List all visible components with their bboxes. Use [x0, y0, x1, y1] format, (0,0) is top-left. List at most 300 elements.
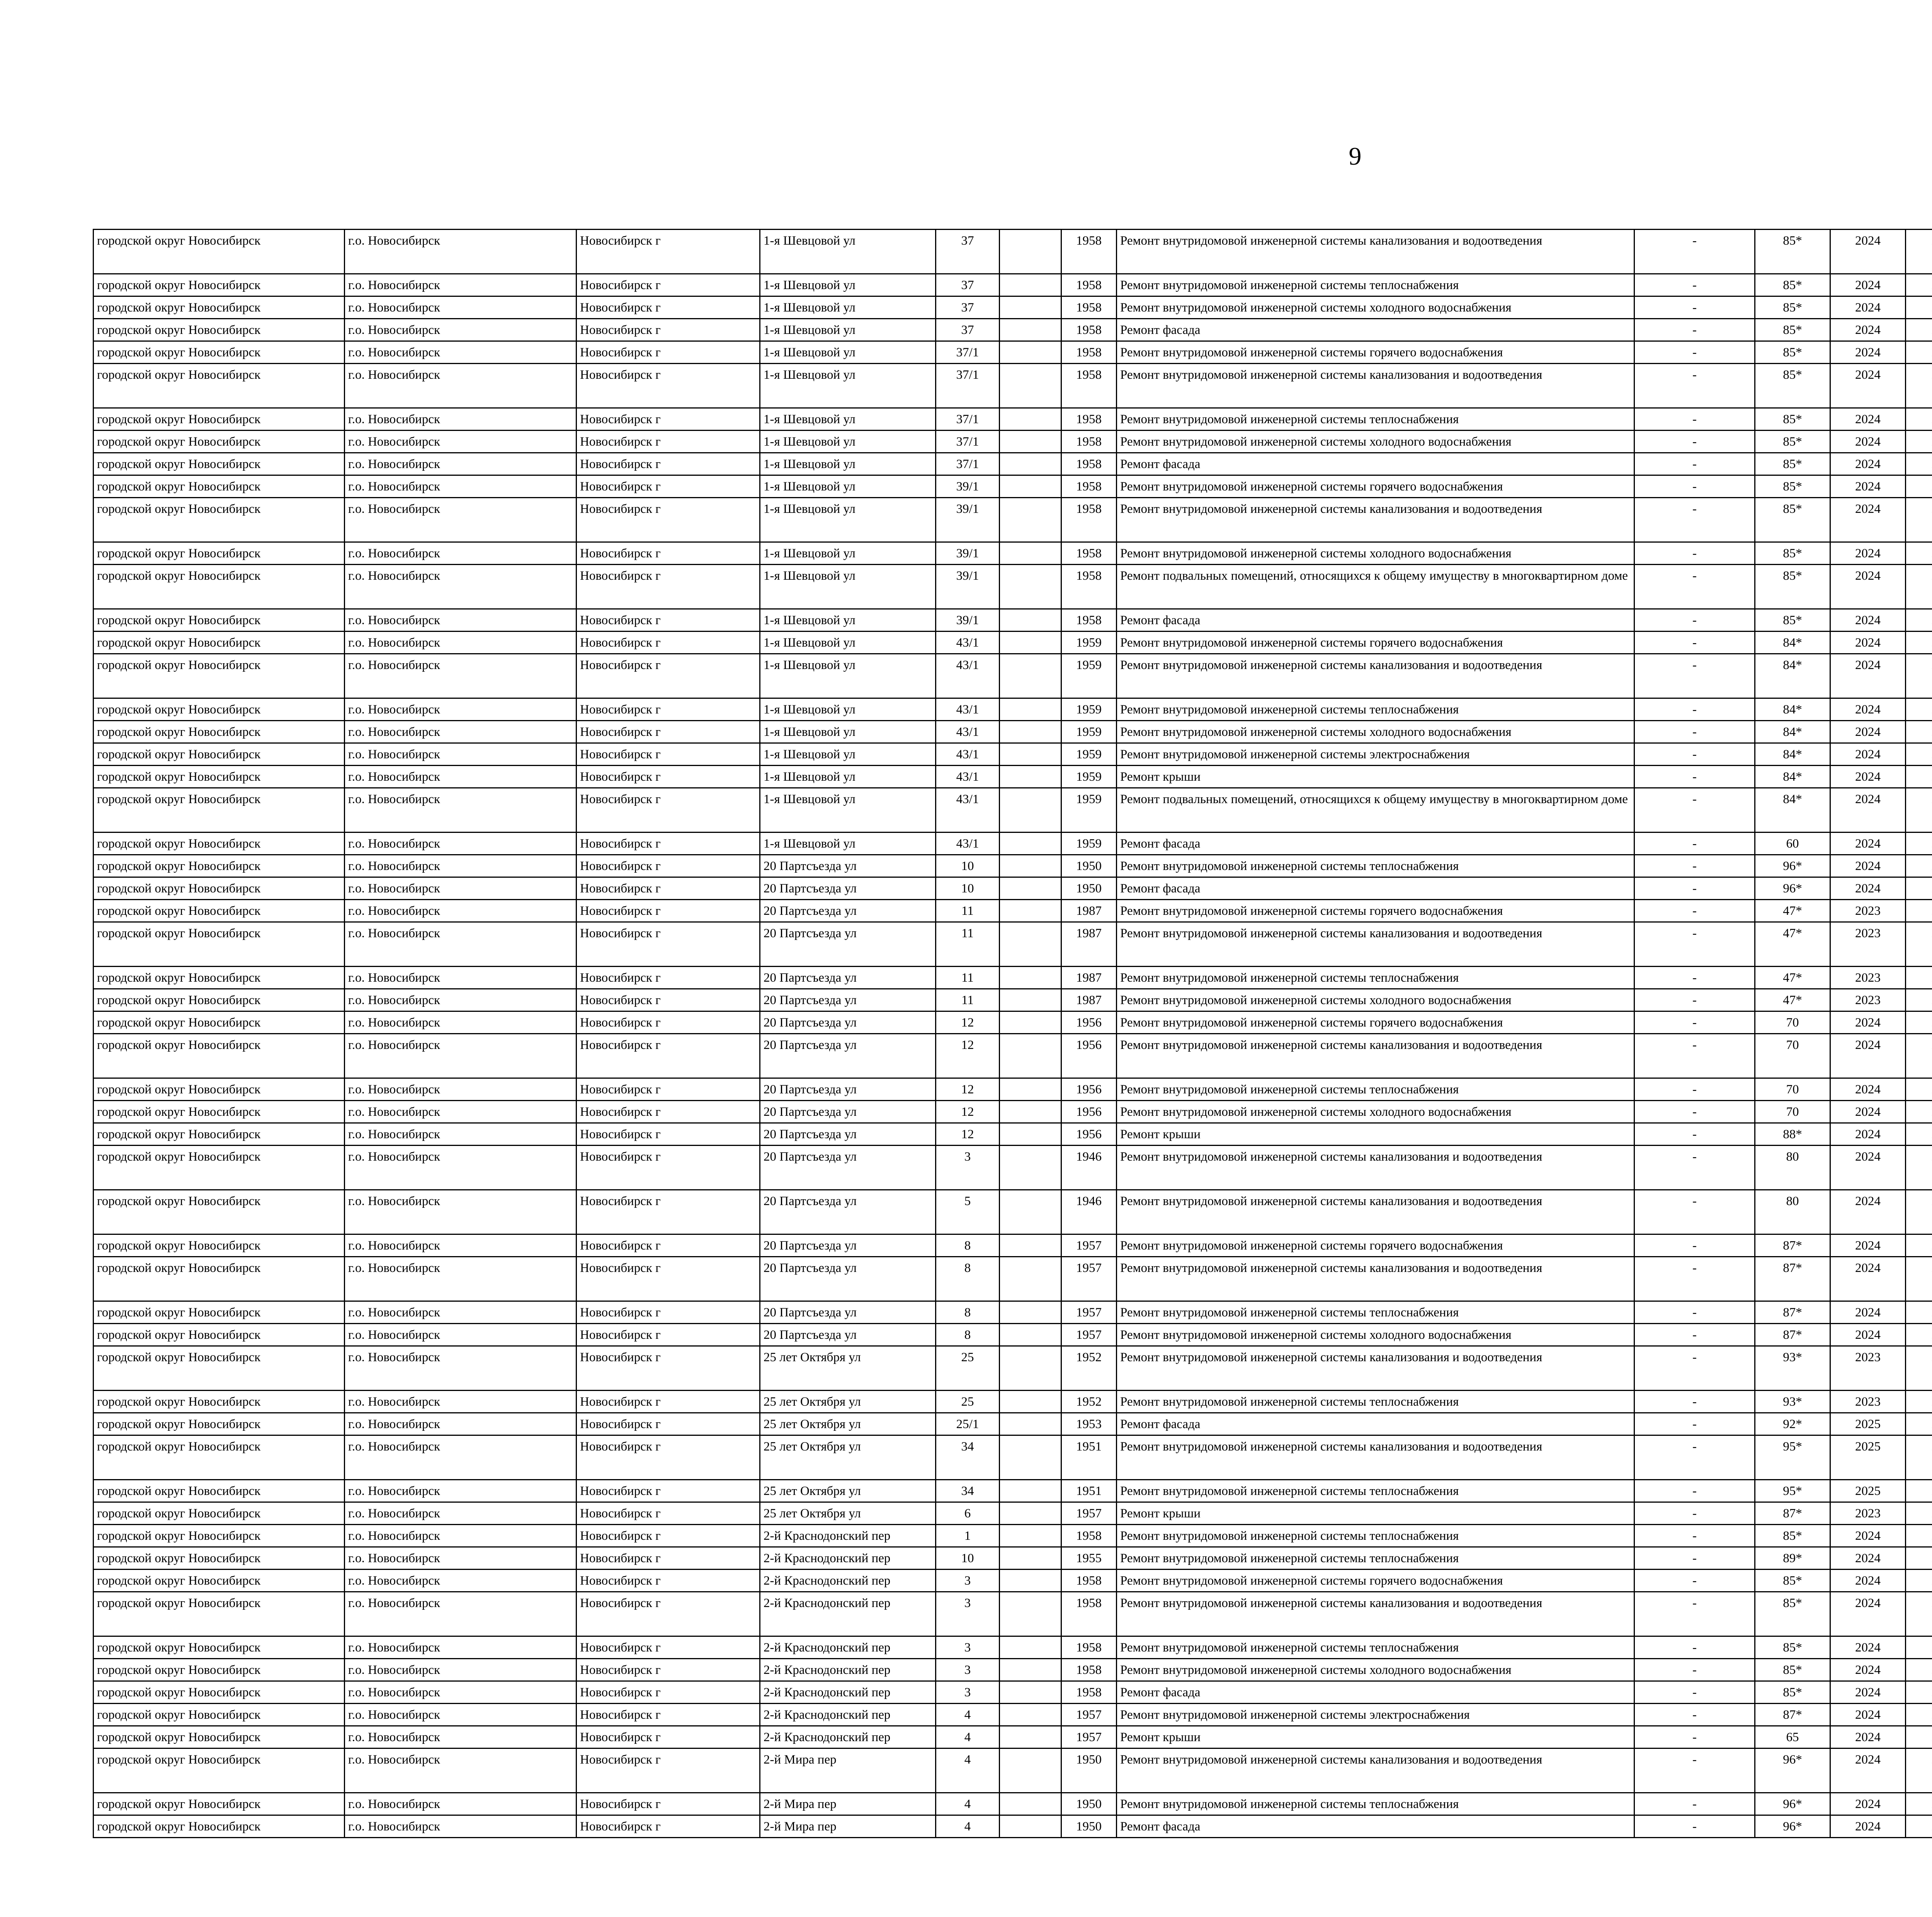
cell-y1: 2024 [1830, 698, 1906, 721]
cell-so: г.о. Новосибирск [345, 341, 577, 364]
cell-empty [1000, 1101, 1061, 1123]
cell-empty [1000, 542, 1061, 565]
cell-wear: 87* [1755, 1301, 1830, 1324]
cell-y1: 2023 [1830, 1391, 1906, 1413]
cell-work: Ремонт внутридомовой инженерной системы канализования и водоотведения [1117, 1190, 1634, 1234]
cell-year: 1946 [1061, 1146, 1117, 1190]
cell-street: 1-я Шевцовой ул [760, 274, 936, 296]
cell-year: 1958 [1061, 230, 1117, 274]
cell-dash: - [1634, 1123, 1755, 1146]
cell-wear: 85* [1755, 230, 1830, 274]
cell-dash: - [1634, 1726, 1755, 1748]
cell-so: г.о. Новосибирск [345, 565, 577, 609]
cell-so: г.о. Новосибирск [345, 1123, 577, 1146]
cell-house: 37/1 [936, 364, 1000, 408]
table-row [94, 1234, 1932, 1257]
cell-wear: 85* [1755, 498, 1830, 542]
cell-so: г.о. Новосибирск [345, 1592, 577, 1636]
cell-wear: 80 [1755, 1190, 1830, 1234]
cell-house: 11 [936, 989, 1000, 1011]
cell-empty [1000, 1346, 1061, 1391]
cell-work: Ремонт внутридомовой инженерной системы канализования и водоотведения [1117, 1146, 1634, 1190]
cell-y2 [1906, 1570, 1932, 1592]
cell-street: 2-й Краснодонский пер [760, 1659, 936, 1681]
table-row [94, 1659, 1932, 1681]
table-row [94, 475, 1932, 498]
cell-street: 25 лет Октября ул [760, 1502, 936, 1525]
cell-mo: городской округ Новосибирск [94, 1413, 345, 1435]
cell-y1: 2024 [1830, 1011, 1906, 1034]
cell-mo: городской округ Новосибирск [94, 542, 345, 565]
cell-street: 20 Партсъезда ул [760, 1123, 936, 1146]
cell-empty [1000, 1726, 1061, 1748]
cell-y2 [1906, 1324, 1932, 1346]
cell-mo: городской округ Новосибирск [94, 1592, 345, 1636]
cell-y1: 2024 [1830, 1324, 1906, 1346]
cell-y2 [1906, 788, 1932, 833]
cell-mo: городской округ Новосибирск [94, 1078, 345, 1101]
cell-house: 10 [936, 855, 1000, 877]
cell-y2 [1906, 1502, 1932, 1525]
table-row [94, 743, 1932, 766]
cell-house: 37 [936, 296, 1000, 319]
cell-so: г.о. Новосибирск [345, 967, 577, 989]
cell-work: Ремонт внутридомовой инженерной системы теплоснабжения [1117, 1480, 1634, 1502]
cell-house: 37/1 [936, 408, 1000, 431]
cell-wear: 85* [1755, 431, 1830, 453]
cell-mo: городской округ Новосибирск [94, 922, 345, 967]
cell-empty [1000, 721, 1061, 743]
cell-np: Новосибирск г [577, 1301, 760, 1324]
cell-so: г.о. Новосибирск [345, 475, 577, 498]
cell-np: Новосибирск г [577, 1636, 760, 1659]
cell-mo: городской округ Новосибирск [94, 1146, 345, 1190]
cell-y2 [1906, 1034, 1932, 1078]
cell-mo: городской округ Новосибирск [94, 632, 345, 654]
table-row [94, 1146, 1932, 1190]
cell-empty [1000, 1078, 1061, 1101]
cell-house: 3 [936, 1659, 1000, 1681]
cell-year: 1957 [1061, 1726, 1117, 1748]
cell-wear: 85* [1755, 341, 1830, 364]
cell-work: Ремонт крыши [1117, 766, 1634, 788]
cell-dash: - [1634, 900, 1755, 922]
cell-np: Новосибирск г [577, 1704, 760, 1726]
cell-so: г.о. Новосибирск [345, 1301, 577, 1324]
cell-y2 [1906, 1480, 1932, 1502]
cell-y2 [1906, 1234, 1932, 1257]
cell-y2 [1906, 698, 1932, 721]
cell-mo: городской округ Новосибирск [94, 408, 345, 431]
cell-so: г.о. Новосибирск [345, 721, 577, 743]
cell-mo: городской округ Новосибирск [94, 453, 345, 475]
cell-work: Ремонт внутридомовой инженерной системы горячего водоснабжения [1117, 900, 1634, 922]
cell-so: г.о. Новосибирск [345, 1391, 577, 1413]
cell-np: Новосибирск г [577, 788, 760, 833]
cell-dash: - [1634, 1547, 1755, 1570]
cell-empty [1000, 922, 1061, 967]
cell-mo: городской округ Новосибирск [94, 1011, 345, 1034]
cell-dash: - [1634, 1078, 1755, 1101]
cell-y1: 2023 [1830, 1346, 1906, 1391]
cell-dash: - [1634, 1011, 1755, 1034]
cell-np: Новосибирск г [577, 274, 760, 296]
cell-wear: 89* [1755, 1547, 1830, 1570]
cell-so: г.о. Новосибирск [345, 1815, 577, 1838]
cell-empty [1000, 475, 1061, 498]
cell-work: Ремонт фасада [1117, 877, 1634, 900]
cell-np: Новосибирск г [577, 609, 760, 632]
cell-house: 12 [936, 1034, 1000, 1078]
cell-work: Ремонт внутридомовой инженерной системы горячего водоснабжения [1117, 475, 1634, 498]
table-row [94, 453, 1932, 475]
cell-np: Новосибирск г [577, 1748, 760, 1793]
cell-so: г.о. Новосибирск [345, 743, 577, 766]
table-row [94, 1034, 1932, 1078]
cell-y2 [1906, 721, 1932, 743]
cell-house: 12 [936, 1078, 1000, 1101]
cell-np: Новосибирск г [577, 632, 760, 654]
cell-y2 [1906, 989, 1932, 1011]
cell-house: 3 [936, 1570, 1000, 1592]
table-row [94, 319, 1932, 341]
cell-empty [1000, 1502, 1061, 1525]
cell-mo: городской округ Новосибирск [94, 698, 345, 721]
cell-work: Ремонт внутридомовой инженерной системы канализования и водоотведения [1117, 654, 1634, 698]
cell-mo: городской округ Новосибирск [94, 855, 345, 877]
cell-so: г.о. Новосибирск [345, 364, 577, 408]
cell-house: 4 [936, 1726, 1000, 1748]
cell-dash: - [1634, 1391, 1755, 1413]
cell-so: г.о. Новосибирск [345, 431, 577, 453]
cell-dash: - [1634, 542, 1755, 565]
cell-street: 20 Партсъезда ул [760, 1078, 936, 1101]
cell-street: 1-я Шевцовой ул [760, 498, 936, 542]
cell-house: 5 [936, 1190, 1000, 1234]
cell-np: Новосибирск г [577, 408, 760, 431]
cell-np: Новосибирск г [577, 1659, 760, 1681]
cell-work: Ремонт внутридомовой инженерной системы канализования и водоотведения [1117, 498, 1634, 542]
cell-y2 [1906, 1146, 1932, 1190]
cell-y2 [1906, 1592, 1932, 1636]
table-row [94, 922, 1932, 967]
cell-y1: 2024 [1830, 743, 1906, 766]
cell-year: 1959 [1061, 632, 1117, 654]
cell-house: 25 [936, 1346, 1000, 1391]
cell-y1: 2023 [1830, 989, 1906, 1011]
table-row [94, 1793, 1932, 1815]
cell-dash: - [1634, 1301, 1755, 1324]
cell-house: 3 [936, 1592, 1000, 1636]
cell-house: 8 [936, 1324, 1000, 1346]
cell-year: 1958 [1061, 453, 1117, 475]
cell-mo: городской округ Новосибирск [94, 1190, 345, 1234]
cell-year: 1958 [1061, 1592, 1117, 1636]
cell-mo: городской округ Новосибирск [94, 1793, 345, 1815]
cell-house: 43/1 [936, 766, 1000, 788]
cell-dash: - [1634, 1257, 1755, 1301]
cell-house: 10 [936, 877, 1000, 900]
cell-so: г.о. Новосибирск [345, 1234, 577, 1257]
cell-y2 [1906, 654, 1932, 698]
cell-work: Ремонт внутридомовой инженерной системы горячего водоснабжения [1117, 341, 1634, 364]
table-row [94, 364, 1932, 408]
cell-year: 1957 [1061, 1502, 1117, 1525]
cell-mo: городской округ Новосибирск [94, 743, 345, 766]
cell-y1: 2024 [1830, 542, 1906, 565]
cell-mo: городской округ Новосибирск [94, 900, 345, 922]
cell-empty [1000, 1324, 1061, 1346]
cell-year: 1952 [1061, 1346, 1117, 1391]
table-row [94, 900, 1932, 922]
cell-dash: - [1634, 1748, 1755, 1793]
cell-dash: - [1634, 698, 1755, 721]
cell-y2 [1906, 1636, 1932, 1659]
table-row [94, 1748, 1932, 1793]
cell-np: Новосибирск г [577, 1078, 760, 1101]
cell-np: Новосибирск г [577, 296, 760, 319]
cell-empty [1000, 1146, 1061, 1190]
cell-work: Ремонт внутридомовой инженерной системы канализования и водоотведения [1117, 922, 1634, 967]
cell-so: г.о. Новосибирск [345, 922, 577, 967]
cell-year: 1959 [1061, 833, 1117, 855]
cell-street: 1-я Шевцовой ул [760, 542, 936, 565]
cell-work: Ремонт внутридомовой инженерной системы канализования и водоотведения [1117, 1748, 1634, 1793]
cell-work: Ремонт внутридомовой инженерной системы холодного водоснабжения [1117, 296, 1634, 319]
cell-work: Ремонт крыши [1117, 1123, 1634, 1146]
cell-y1: 2024 [1830, 230, 1906, 274]
cell-year: 1957 [1061, 1234, 1117, 1257]
cell-dash: - [1634, 967, 1755, 989]
cell-work: Ремонт внутридомовой инженерной системы холодного водоснабжения [1117, 1659, 1634, 1681]
cell-work: Ремонт внутридомовой инженерной системы теплоснабжения [1117, 274, 1634, 296]
cell-dash: - [1634, 1190, 1755, 1234]
cell-wear: 70 [1755, 1078, 1830, 1101]
cell-work: Ремонт внутридомовой инженерной системы канализования и водоотведения [1117, 1034, 1634, 1078]
cell-street: 20 Партсъезда ул [760, 967, 936, 989]
cell-y1: 2024 [1830, 1570, 1906, 1592]
cell-wear: 96* [1755, 1793, 1830, 1815]
cell-dash: - [1634, 1146, 1755, 1190]
cell-street: 20 Партсъезда ул [760, 900, 936, 922]
cell-work: Ремонт внутридомовой инженерной системы канализования и водоотведения [1117, 1257, 1634, 1301]
cell-house: 12 [936, 1011, 1000, 1034]
cell-y1: 2024 [1830, 1234, 1906, 1257]
table-row [94, 766, 1932, 788]
cell-np: Новосибирск г [577, 1324, 760, 1346]
cell-y2 [1906, 1190, 1932, 1234]
cell-dash: - [1634, 922, 1755, 967]
cell-work: Ремонт внутридомовой инженерной системы горячего водоснабжения [1117, 1234, 1634, 1257]
cell-dash: - [1634, 1234, 1755, 1257]
table-row [94, 1257, 1932, 1301]
cell-so: г.о. Новосибирск [345, 1748, 577, 1793]
cell-street: 2-й Краснодонский пер [760, 1726, 936, 1748]
cell-work: Ремонт внутридомовой инженерной системы горячего водоснабжения [1117, 1570, 1634, 1592]
table-row [94, 989, 1932, 1011]
cell-y2 [1906, 364, 1932, 408]
cell-y2 [1906, 609, 1932, 632]
cell-np: Новосибирск г [577, 967, 760, 989]
cell-dash: - [1634, 1413, 1755, 1435]
cell-y1: 2024 [1830, 364, 1906, 408]
cell-work: Ремонт внутридомовой инженерной системы канализования и водоотведения [1117, 364, 1634, 408]
cell-empty [1000, 1815, 1061, 1838]
cell-street: 1-я Шевцовой ул [760, 698, 936, 721]
cell-empty [1000, 1413, 1061, 1435]
cell-np: Новосибирск г [577, 1547, 760, 1570]
cell-np: Новосибирск г [577, 766, 760, 788]
cell-y1: 2024 [1830, 1101, 1906, 1123]
cell-street: 1-я Шевцовой ул [760, 230, 936, 274]
cell-y1: 2024 [1830, 1078, 1906, 1101]
cell-wear: 85* [1755, 1592, 1830, 1636]
cell-y1: 2024 [1830, 341, 1906, 364]
cell-mo: городской округ Новосибирск [94, 1435, 345, 1480]
cell-wear: 85* [1755, 1681, 1830, 1704]
cell-empty [1000, 698, 1061, 721]
cell-y2 [1906, 1525, 1932, 1547]
cell-np: Новосибирск г [577, 1257, 760, 1301]
cell-y1: 2024 [1830, 1547, 1906, 1570]
cell-mo: городской округ Новосибирск [94, 1346, 345, 1391]
cell-empty [1000, 654, 1061, 698]
cell-np: Новосибирск г [577, 319, 760, 341]
cell-y1: 2024 [1830, 877, 1906, 900]
cell-so: г.о. Новосибирск [345, 1034, 577, 1078]
cell-street: 20 Партсъезда ул [760, 855, 936, 877]
table-row [94, 542, 1932, 565]
cell-mo: городской округ Новосибирск [94, 1101, 345, 1123]
cell-so: г.о. Новосибирск [345, 1793, 577, 1815]
cell-so: г.о. Новосибирск [345, 632, 577, 654]
cell-work: Ремонт внутридомовой инженерной системы теплоснабжения [1117, 1078, 1634, 1101]
cell-so: г.о. Новосибирск [345, 788, 577, 833]
cell-mo: городской округ Новосибирск [94, 1748, 345, 1793]
cell-dash: - [1634, 721, 1755, 743]
cell-wear: 87* [1755, 1502, 1830, 1525]
cell-dash: - [1634, 1659, 1755, 1681]
cell-y1: 2024 [1830, 609, 1906, 632]
table-row [94, 1346, 1932, 1391]
cell-work: Ремонт фасада [1117, 319, 1634, 341]
cell-y1: 2024 [1830, 1704, 1906, 1726]
cell-dash: - [1634, 296, 1755, 319]
cell-street: 20 Партсъезда ул [760, 1324, 936, 1346]
cell-np: Новосибирск г [577, 721, 760, 743]
table-row [94, 1681, 1932, 1704]
cell-year: 1950 [1061, 1815, 1117, 1838]
cell-y2 [1906, 542, 1932, 565]
cell-y1: 2024 [1830, 274, 1906, 296]
cell-wear: 87* [1755, 1324, 1830, 1346]
cell-np: Новосибирск г [577, 1123, 760, 1146]
cell-np: Новосибирск г [577, 1480, 760, 1502]
cell-so: г.о. Новосибирск [345, 1011, 577, 1034]
cell-work: Ремонт внутридомовой инженерной системы холодного водоснабжения [1117, 1324, 1634, 1346]
cell-street: 20 Партсъезда ул [760, 877, 936, 900]
cell-np: Новосибирск г [577, 1346, 760, 1391]
cell-y2 [1906, 1078, 1932, 1101]
cell-y2 [1906, 1815, 1932, 1838]
table-row [94, 1123, 1932, 1146]
cell-street: 1-я Шевцовой ул [760, 609, 936, 632]
cell-house: 39/1 [936, 609, 1000, 632]
cell-y1: 2024 [1830, 1146, 1906, 1190]
cell-street: 1-я Шевцовой ул [760, 766, 936, 788]
cell-year: 1958 [1061, 319, 1117, 341]
cell-y2 [1906, 1101, 1932, 1123]
table-row [94, 698, 1932, 721]
cell-year: 1950 [1061, 855, 1117, 877]
cell-work: Ремонт внутридомовой инженерной системы теплоснабжения [1117, 1793, 1634, 1815]
table-row [94, 1078, 1932, 1101]
cell-year: 1957 [1061, 1324, 1117, 1346]
cell-year: 1958 [1061, 296, 1117, 319]
cell-wear: 84* [1755, 743, 1830, 766]
cell-street: 2-й Краснодонский пер [760, 1681, 936, 1704]
cell-np: Новосибирск г [577, 743, 760, 766]
cell-y2 [1906, 296, 1932, 319]
cell-year: 1959 [1061, 654, 1117, 698]
cell-street: 2-й Краснодонский пер [760, 1704, 936, 1726]
table-body [94, 230, 1932, 1838]
cell-dash: - [1634, 1435, 1755, 1480]
cell-mo: городской округ Новосибирск [94, 475, 345, 498]
cell-y1: 2024 [1830, 1636, 1906, 1659]
cell-y2 [1906, 766, 1932, 788]
cell-work: Ремонт внутридомовой инженерной системы теплоснабжения [1117, 1547, 1634, 1570]
cell-empty [1000, 1301, 1061, 1324]
cell-year: 1958 [1061, 1681, 1117, 1704]
cell-house: 3 [936, 1636, 1000, 1659]
cell-np: Новосибирск г [577, 1592, 760, 1636]
cell-y1: 2024 [1830, 319, 1906, 341]
cell-house: 37/1 [936, 453, 1000, 475]
cell-street: 2-й Краснодонский пер [760, 1592, 936, 1636]
cell-street: 2-й Краснодонский пер [760, 1636, 936, 1659]
cell-mo: городской округ Новосибирск [94, 1502, 345, 1525]
cell-y2 [1906, 1726, 1932, 1748]
cell-y1: 2024 [1830, 1123, 1906, 1146]
cell-work: Ремонт фасада [1117, 1815, 1634, 1838]
cell-empty [1000, 1592, 1061, 1636]
cell-house: 3 [936, 1146, 1000, 1190]
cell-wear: 85* [1755, 319, 1830, 341]
cell-y2 [1906, 1011, 1932, 1034]
cell-np: Новосибирск г [577, 1234, 760, 1257]
cell-mo: городской округ Новосибирск [94, 967, 345, 989]
cell-house: 11 [936, 967, 1000, 989]
cell-mo: городской округ Новосибирск [94, 877, 345, 900]
cell-house: 8 [936, 1257, 1000, 1301]
cell-street: 20 Партсъезда ул [760, 989, 936, 1011]
cell-street: 1-я Шевцовой ул [760, 408, 936, 431]
cell-empty [1000, 900, 1061, 922]
cell-empty [1000, 319, 1061, 341]
cell-dash: - [1634, 475, 1755, 498]
cell-house: 25/1 [936, 1413, 1000, 1435]
cell-street: 20 Партсъезда ул [760, 1301, 936, 1324]
cell-house: 12 [936, 1123, 1000, 1146]
cell-street: 1-я Шевцовой ул [760, 721, 936, 743]
table-row [94, 1502, 1932, 1525]
cell-so: г.о. Новосибирск [345, 230, 577, 274]
cell-wear: 47* [1755, 900, 1830, 922]
cell-wear: 96* [1755, 855, 1830, 877]
cell-house: 43/1 [936, 743, 1000, 766]
table-row [94, 1011, 1932, 1034]
